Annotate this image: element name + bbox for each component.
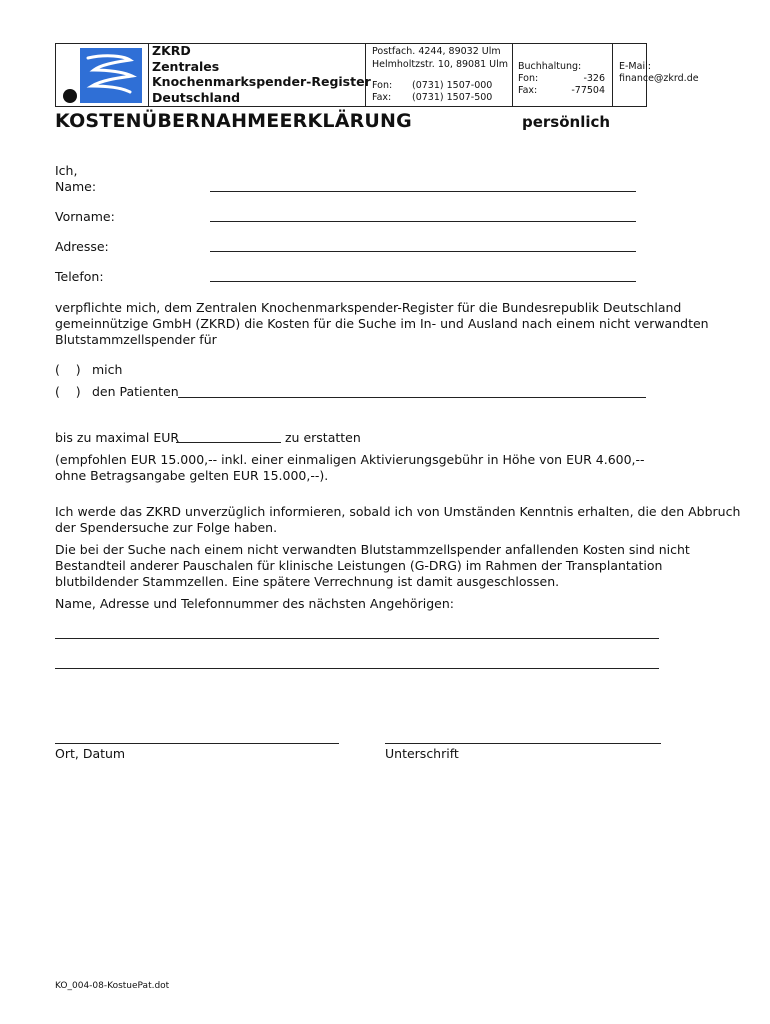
inform-line: der Spendersuche zur Folge haben. (55, 520, 278, 535)
recommendation-line: (empfohlen EUR 15.000,-- inkl. einer einmaligen Aktivierungsgebühr in Höhe von EUR 4.600,-- (55, 452, 645, 467)
relative-line-1[interactable] (55, 638, 659, 639)
fon-label: Fon: (372, 80, 393, 91)
email-label: E-Mail: (619, 61, 651, 72)
org-line: Zentrales (152, 58, 220, 74)
relative-label: Name, Adresse und Telefonnummer des nächsten Angehörigen: (55, 596, 454, 611)
postal-line: Helmholtzstr. 10, 89081 Ulm (372, 58, 509, 70)
patient-name-line[interactable] (178, 397, 646, 398)
vorname-label: Vorname: (55, 209, 115, 224)
org-line: Knochenmarkspender-Register (152, 74, 371, 89)
place-date-label: Ort, Datum (55, 746, 126, 761)
signature-label: Unterschrift (385, 746, 459, 761)
letterhead-divider (612, 43, 613, 107)
postal-address (372, 46, 508, 71)
document-title: KOSTENÜBERNAHMEERKLÄRUNG (55, 110, 412, 132)
document-footer: KO_004-08-KostuePat.dot (55, 981, 170, 991)
inform-line: Ich werde das ZKRD unverzüglich informieren, sobald ich von Umständen Kenntnis erhalten, die den Abbruch (55, 504, 741, 519)
accounting-fax-label: Fax: (518, 85, 538, 96)
accounting-title: Buchhaltung: (518, 61, 582, 72)
accounting-fon-value: -326 (583, 73, 605, 84)
option-checkbox-mich[interactable]: ( ) (55, 362, 81, 377)
relative-line-2[interactable] (55, 668, 659, 669)
org-line: Deutschland (152, 89, 241, 105)
option-mich-label: mich (92, 362, 123, 377)
org-line: ZKRD (152, 43, 191, 58)
costs-line: Bestandteil anderer Pauschalen für klinische Leistungen (G-DRG) im Rahmen der Transplantation (55, 558, 663, 573)
max-amount-prefix: bis zu maximal EUR (55, 430, 180, 445)
commitment-line: verpflichte mich, dem Zentralen Knochenmarkspender-Register für die Bundesrepublik Deutschland (55, 300, 682, 315)
vorname-line[interactable] (210, 221, 636, 222)
name-line[interactable] (210, 191, 636, 192)
zkrd-logo-icon (58, 46, 146, 106)
adresse-line[interactable] (210, 251, 636, 252)
adresse-label: Adresse: (55, 239, 109, 254)
commitment-line: Blutstammzellspender für (55, 332, 217, 347)
max-amount-suffix: zu erstatten (285, 430, 361, 445)
place-date-line[interactable] (55, 743, 339, 744)
costs-line: Die bei der Suche nach einem nicht verwandten Blutstammzellspender anfallenden Kosten sind nicht (55, 542, 690, 557)
commitment-line: gemeinnützige GmbH (ZKRD) die Kosten für die Suche im In- und Ausland nach einem nicht verwandten (55, 316, 709, 331)
option-patient-label: den Patienten (92, 384, 179, 399)
signature-line[interactable] (385, 743, 661, 744)
ich-label: Ich, (55, 163, 78, 178)
name-label: Name: (55, 179, 97, 194)
fax-value: (0731) 1507-500 (412, 92, 493, 103)
logo-dot (63, 89, 77, 103)
recommendation-line: ohne Betragsangabe gelten EUR 15.000,--). (55, 468, 329, 483)
max-amount-line[interactable] (176, 442, 281, 443)
option-checkbox-patient[interactable]: ( ) (55, 384, 81, 399)
telefon-label: Telefon: (55, 269, 104, 284)
fon-value: (0731) 1507-000 (412, 80, 493, 91)
costs-line: blutbildender Stammzellen. Eine spätere Verrechnung ist damit ausgeschlossen. (55, 574, 560, 589)
accounting-fax-value: -77504 (571, 85, 605, 96)
organization-name (152, 43, 371, 105)
postal-line: Postfach. 4244, 89032 Ulm (372, 46, 501, 57)
telefon-line[interactable] (210, 281, 636, 282)
fax-label: Fax: (372, 92, 392, 103)
document-subtitle: persönlich (522, 113, 611, 131)
letterhead-divider (148, 43, 149, 107)
email-value: finance@zkrd.de (619, 73, 699, 84)
letterhead-divider (512, 43, 513, 107)
accounting-fon-label: Fon: (518, 73, 539, 84)
